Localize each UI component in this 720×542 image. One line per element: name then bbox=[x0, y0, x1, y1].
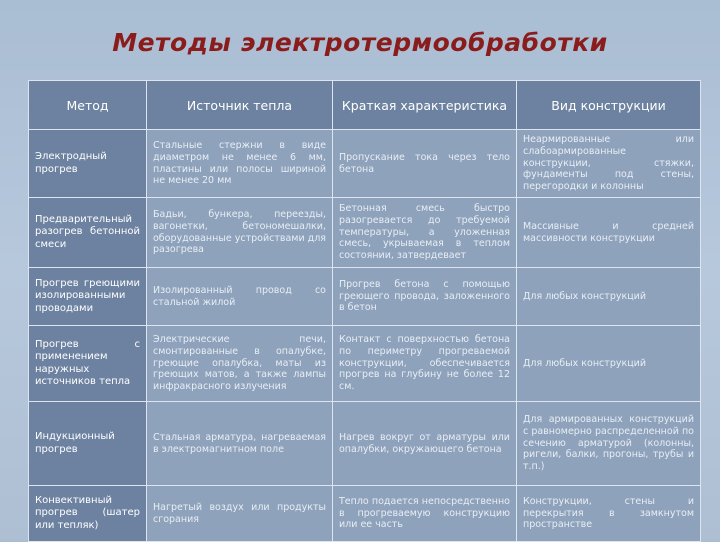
description-cell: Пропускание тока через тело бетона bbox=[333, 130, 517, 198]
table-row bbox=[29, 268, 701, 326]
table-row bbox=[29, 486, 701, 542]
heat-source-cell: Стальные стержни в виде диаметром не менее 6 мм, пластины или полосы шириной не менее 20 мм bbox=[147, 130, 333, 198]
table-row bbox=[29, 130, 701, 198]
construction-cell: Конструкции, стены и перекрытия в замкнутом пространстве bbox=[517, 486, 701, 542]
method-cell: Прогрев с применением наружных источников тепла bbox=[29, 326, 147, 402]
header-construction-type: Вид конструкции bbox=[517, 81, 701, 130]
construction-cell: Неармированные или слабоармированные конструкции, стяжки, фундаменты под стены, перегородки и колонны bbox=[517, 130, 701, 198]
header-method: Метод bbox=[29, 81, 147, 130]
description-cell: Контакт с поверхностью бетона по периметру прогреваемой конструкции, обеспечивается прогрев на глубину не более 12 см. bbox=[333, 326, 517, 402]
header-heat-source: Источник тепла bbox=[147, 81, 333, 130]
heat-source-cell: Изолированный провод со стальной жилой bbox=[147, 268, 333, 326]
construction-cell: Для любых конструкций bbox=[517, 326, 701, 402]
header-description: Краткая характеристика bbox=[333, 81, 517, 130]
method-cell: Предварительный разогрев бетонной смеси bbox=[29, 198, 147, 268]
method-cell: Индукционный прогрев bbox=[29, 402, 147, 486]
table-row bbox=[29, 198, 701, 268]
description-cell: Бетонная смесь быстро разогревается до требуемой температуры, а уложенная смесь, укрываемая в теплом состоянии, затвердевает bbox=[333, 198, 517, 268]
method-cell: Прогрев греющими изолированными проводами bbox=[29, 268, 147, 326]
description-cell: Прогрев бетона с помощью греющего провода, заложенного в бетон bbox=[333, 268, 517, 326]
methods-table bbox=[28, 80, 701, 542]
heat-source-cell: Нагретый воздух или продукты сгорания bbox=[147, 486, 333, 542]
table-row bbox=[29, 402, 701, 486]
description-cell: Тепло подается непосредственно в прогреваемую конструкцию или ее часть bbox=[333, 486, 517, 542]
table-row bbox=[29, 326, 701, 402]
construction-cell: Для армированных конструкций с равномерно распределенной по сечению арматурой (колонны, ригели, балки, прогоны, трубы и т.п.) bbox=[517, 402, 701, 486]
table-header-row bbox=[29, 81, 701, 130]
description-cell: Нагрев вокруг от арматуры или опалубки, окружающего бетона bbox=[333, 402, 517, 486]
method-cell: Конвективный прогрев (шатер или тепляк) bbox=[29, 486, 147, 542]
construction-cell: Массивные и средней массивности конструкции bbox=[517, 198, 701, 268]
heat-source-cell: Электрические печи, смонтированные в опалубке, греющие опалубка, маты из греющих матов, а также лампы инфракрасного излучения bbox=[147, 326, 333, 402]
method-cell: Электродный прогрев bbox=[29, 130, 147, 198]
heat-source-cell: Бадьи, бункера, переезды, вагонетки, бетономешалки, оборудованные устройствами для разогрева bbox=[147, 198, 333, 268]
construction-cell: Для любых конструкций bbox=[517, 268, 701, 326]
heat-source-cell: Стальная арматура, нагреваемая в электромагнитном поле bbox=[147, 402, 333, 486]
slide-title: Методы электротермообработки bbox=[112, 28, 608, 57]
